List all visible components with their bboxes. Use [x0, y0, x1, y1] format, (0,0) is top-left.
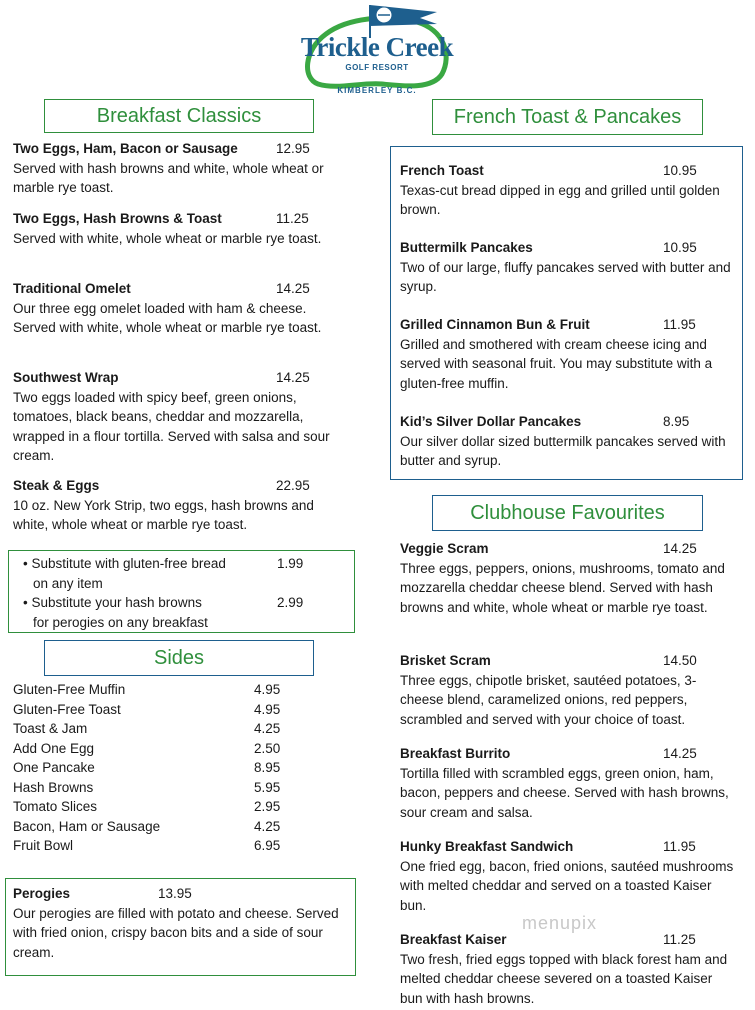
french-toast-pancakes-header: French Toast & Pancakes	[432, 99, 703, 135]
item-description: Our three egg omelet loaded with ham & cheese. Served with white, whole wheat or marble rye toast.	[13, 300, 322, 335]
side-item	[13, 836, 313, 856]
item-description: Two eggs loaded with spicy beef, green onions, tomatoes, black beans, cheddar and mozzarella, wrapped in a flour tortilla. Served with salsa and sour cream.	[13, 389, 330, 463]
side-item	[13, 797, 313, 817]
menu-item	[13, 279, 338, 338]
item-description: Three eggs, chipotle brisket, sautéed potatoes, 3-cheese blend, caramelized onions, red peppers, scrambled and served with your choice of toast.	[400, 672, 697, 727]
side-name: Tomato Slices	[13, 799, 98, 814]
item-price: 11.95	[663, 317, 696, 332]
item-price: 14.25	[276, 370, 310, 385]
item-description: Our silver dollar sized buttermilk pancakes served with butter and syrup.	[400, 433, 726, 468]
item-description: Served with hash browns and white, whole wheat or marble rye toast.	[13, 160, 324, 195]
menu-item	[400, 412, 740, 471]
item-price: 14.25	[663, 541, 697, 556]
substitution-price: 1.99	[277, 556, 304, 571]
item-name: Kid’s Silver Dollar Pancakes	[400, 414, 582, 429]
side-name: Add One Egg	[13, 740, 95, 756]
item-name: Steak & Eggs	[13, 478, 100, 493]
item-description: Texas-cut bread dipped in egg and grilled until golden brown.	[400, 182, 720, 217]
item-description: Our perogies are filled with potato and cheese. Served with fried onion, crispy bacon bits and a side of sour cream.	[13, 905, 339, 960]
item-description: Two of our large, fluffy pancakes served with butter and syrup.	[400, 259, 731, 294]
item-price: 11.25	[276, 211, 309, 226]
item-description: Grilled and smothered with cream cheese icing and served with seasonal fruit. You may substitute with a gluten-free muffin.	[400, 336, 713, 391]
item-price: 12.95	[276, 141, 310, 156]
item-description: One fried egg, bacon, fried onions, sautéed mushrooms with melted cheddar and served on a toasted Kaiser bun.	[400, 858, 734, 913]
side-price: 4.25	[254, 721, 281, 736]
item-name: Two Eggs, Hash Browns & Toast	[13, 211, 222, 226]
item-price: 11.95	[663, 839, 696, 854]
substitution-price: 2.99	[277, 595, 304, 610]
item-name: Perogies	[13, 886, 71, 901]
menu-item	[13, 884, 343, 962]
item-name: Brisket Scram	[400, 653, 491, 668]
menu-item	[400, 315, 740, 393]
clubhouse-favourites-header: Clubhouse Favourites	[432, 495, 703, 531]
menu-item	[400, 539, 740, 617]
perogies-box	[5, 878, 356, 976]
substitution-text: • Substitute your hash browns	[23, 595, 202, 610]
item-price: 11.25	[663, 932, 696, 947]
item-price: 22.95	[276, 478, 310, 493]
logo-subtitle: GOLF RESORT	[345, 63, 409, 72]
breakfast-classics-header: Breakfast Classics	[44, 99, 314, 133]
side-name: Gluten-Free Muffin	[13, 682, 126, 697]
substitution-text: for perogies on any breakfast	[33, 614, 208, 630]
side-item	[13, 817, 313, 837]
side-price: 2.50	[254, 740, 281, 756]
sides-header: Sides	[44, 640, 314, 676]
side-name: Hash Browns	[13, 779, 94, 795]
menu-item	[13, 368, 335, 466]
item-price: 14.25	[663, 746, 697, 761]
side-item	[13, 719, 313, 739]
item-price: 10.95	[663, 163, 697, 178]
side-item	[13, 739, 313, 759]
side-name: One Pancake	[13, 760, 95, 775]
side-name: Bacon, Ham or Sausage	[13, 818, 161, 834]
logo-name: Trickle Creek	[300, 32, 454, 62]
menu-item	[13, 209, 328, 248]
side-item	[13, 758, 313, 778]
side-name: Toast & Jam	[13, 721, 88, 736]
french-toast-box	[390, 146, 743, 480]
item-price: 14.25	[276, 281, 310, 296]
item-description: 10 oz. New York Strip, two eggs, hash browns and white, whole wheat or marble rye toast.	[13, 497, 314, 532]
item-name: Breakfast Kaiser	[400, 932, 507, 947]
menu-item	[400, 161, 740, 220]
menu-item	[13, 139, 343, 198]
side-item	[13, 778, 313, 798]
substitutions-box	[8, 550, 355, 633]
side-item	[13, 680, 313, 700]
side-price: 8.95	[254, 760, 281, 775]
resort-logo	[292, 0, 462, 100]
side-price: 2.95	[254, 799, 281, 814]
watermark: menupix	[522, 913, 598, 933]
item-description: Tortilla filled with scrambled eggs, green onion, ham, bacon, peppers and cheese. Served with hash browns, sour cream and salsa.	[400, 765, 729, 820]
substitution-item	[23, 554, 343, 593]
substitution-text: on any item	[33, 575, 103, 591]
menu-item	[400, 744, 735, 822]
menu-item	[400, 837, 735, 915]
item-name: Hunky Breakfast Sandwich	[400, 839, 574, 854]
item-name: Buttermilk Pancakes	[400, 240, 533, 255]
item-price: 14.50	[663, 653, 697, 668]
item-name: French Toast	[400, 163, 484, 178]
menu-item	[400, 651, 735, 729]
side-name: Fruit Bowl	[13, 838, 74, 853]
menu-item	[400, 238, 740, 297]
item-description: Two fresh, fried eggs topped with black forest ham and melted cheddar cheese severed on a toasted Kaiser bun with hash browns.	[400, 951, 728, 1006]
item-name: Grilled Cinnamon Bun & Fruit	[400, 317, 590, 332]
item-name: Two Eggs, Ham, Bacon or Sausage	[13, 141, 238, 156]
side-price: 4.95	[254, 701, 281, 717]
side-price: 6.95	[254, 838, 281, 853]
logo-location: KIMBERLEY B.C.	[337, 86, 417, 95]
side-price: 4.95	[254, 682, 281, 697]
item-price: 10.95	[663, 240, 697, 255]
item-price: 8.95	[663, 414, 690, 429]
item-name: Veggie Scram	[400, 541, 489, 556]
menu-item	[400, 930, 735, 1008]
side-item	[13, 700, 313, 720]
side-name: Gluten-Free Toast	[13, 701, 121, 717]
substitution-text: • Substitute with gluten-free bread	[23, 556, 226, 571]
item-description: Served with white, whole wheat or marble rye toast.	[13, 230, 322, 246]
item-name: Southwest Wrap	[13, 370, 119, 385]
item-name: Traditional Omelet	[13, 281, 131, 296]
menu-item	[13, 476, 343, 535]
item-price: 13.95	[158, 886, 192, 901]
sides-list	[13, 680, 313, 856]
item-description: Three eggs, peppers, onions, mushrooms, tomato and mozzarella cheddar cheese blend. Served with hash browns and white, whole wheat or marble rye toast.	[400, 560, 725, 615]
item-name: Breakfast Burrito	[400, 746, 511, 761]
side-price: 4.25	[254, 818, 281, 834]
substitution-item	[23, 593, 343, 632]
side-price: 5.95	[254, 779, 281, 795]
